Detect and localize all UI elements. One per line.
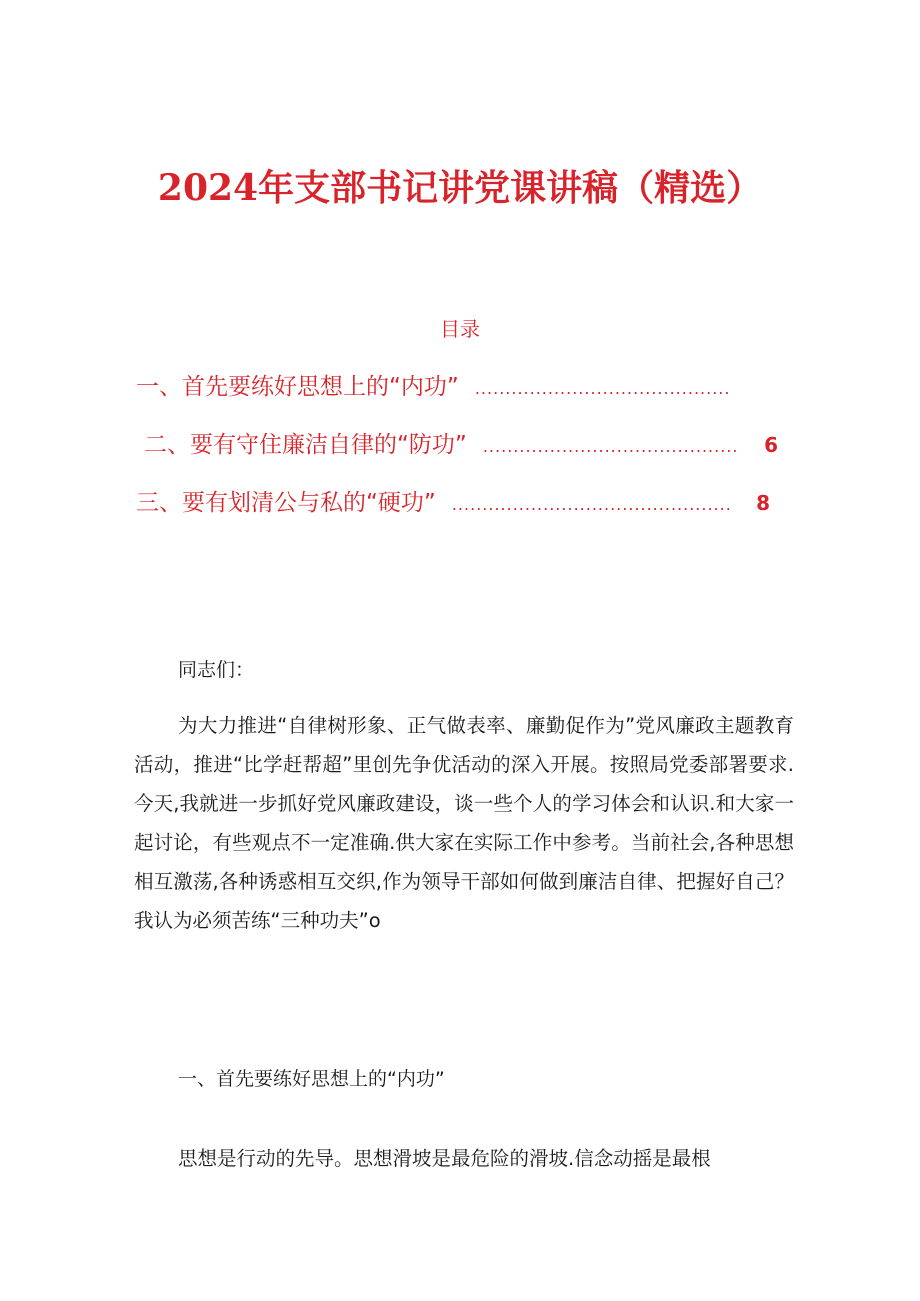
toc-item-1[interactable]	[136, 368, 756, 401]
toc-item-2[interactable]	[144, 426, 778, 459]
toc-leader-dots: ..........................................	[482, 437, 739, 456]
toc-item-label: 二、要有守住廉洁自律的“防功”	[144, 432, 467, 458]
toc-leader-dots: ..........................................	[474, 379, 731, 398]
toc-item-label: 一、首先要练好思想上的“内功”	[136, 374, 459, 400]
greeting-text: 同志们：	[178, 659, 255, 681]
section-heading-1: 一、首先要练好思想上的“内功”	[178, 1068, 445, 1090]
toc-item-label: 三、要有划清公与私的“硬功”	[136, 490, 436, 516]
toc-page-number: 6	[764, 433, 778, 457]
toc-item-3[interactable]	[136, 484, 770, 517]
intro-paragraph: 为大力推进“自律树形象、正气做表率、廉勤促作为”党风廉政主题教育活动，推进“比学赶帮超”里创先争优活动的深入开展。按照局党委部署要求.今天,我就进一步抓好党风廉政建设，谈一些个人的学习体会和认识.和大家一起讨论，有些观点不一定准确.供大家在实际工作中参考。当前社会,各种思想相互激荡,各种诱惑相互交织,作为领导干部如何做到廉洁自律、把握好自己？我认为必须苦练“三种功夫”o	[134, 714, 794, 932]
toc-leader-dots: ..............................................	[451, 495, 732, 514]
document-title: 2024年支部书记讲党课讲稿（精选）	[157, 167, 763, 209]
toc-page-number: 8	[756, 491, 770, 515]
toc-heading: 目录	[440, 317, 480, 341]
section-1-paragraph: 思想是行动的先导。思想滑坡是最危险的滑坡.信念动摇是最根	[178, 1147, 711, 1170]
